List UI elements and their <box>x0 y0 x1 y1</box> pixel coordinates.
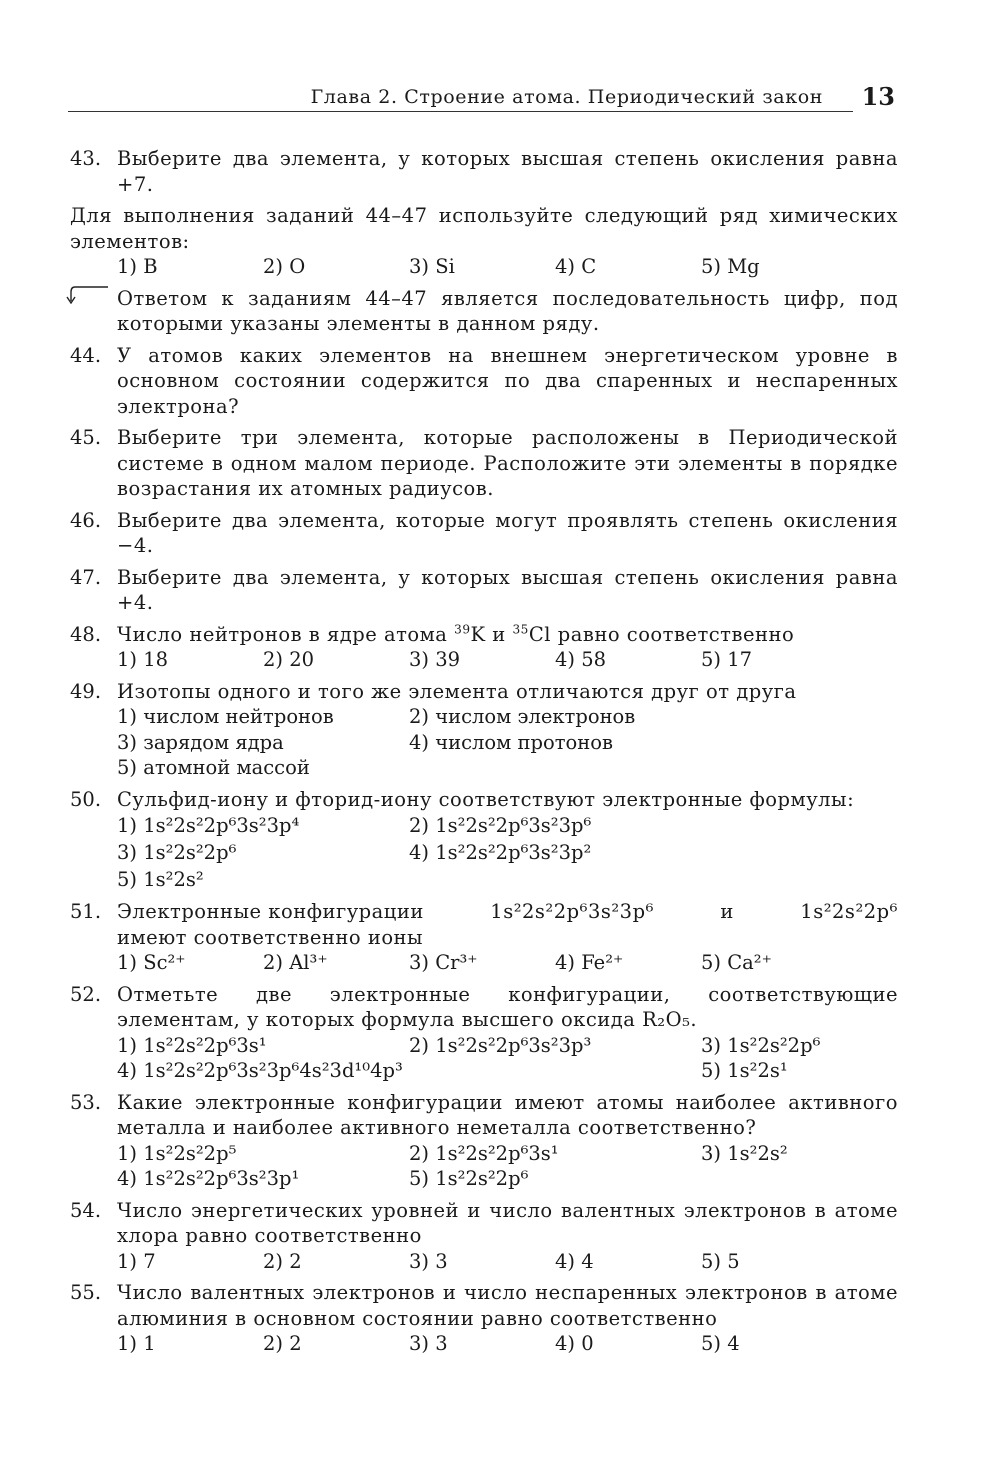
question-44 <box>70 343 898 420</box>
option-2: 2) 2 <box>263 1332 302 1355</box>
option-1: 1) 1s²2s²2p⁵ <box>117 1141 237 1165</box>
answer-format-note <box>70 286 898 337</box>
header-rule <box>68 111 853 112</box>
exercise-list <box>70 146 898 1363</box>
option-5: 5) 5 <box>701 1249 740 1273</box>
option-1: 1) 1 <box>117 1332 156 1355</box>
option-5: 5) 1s²2s²2p⁶ <box>409 1167 529 1190</box>
question-number: 46. <box>70 508 102 532</box>
question-text: Выберите два элемента, у которых высшая степень окисления равна +7. <box>117 147 898 196</box>
isotope-mass-number: 39 <box>454 622 471 637</box>
answer-options <box>117 704 898 781</box>
option-5: 5) 1s²2s² <box>117 868 204 891</box>
option-3: 3) 3 <box>409 1249 448 1273</box>
option-4: 4) C <box>555 255 597 278</box>
config-formula: 1s²2s²2p⁶ <box>800 900 898 923</box>
option-2: 2) 1s²2s²2p⁶3s²3p⁶ <box>409 814 592 837</box>
option-3: 3) 39 <box>409 648 461 671</box>
question-number: 48. <box>70 622 102 646</box>
option-3: 3) зарядом ядра <box>117 730 284 754</box>
option-4: 4) 58 <box>555 648 607 671</box>
question-53 <box>70 1090 898 1192</box>
option-1: 1) B <box>117 255 158 278</box>
instructions-44-47: Для выполнения заданий 44–47 используйте следующий ряд химических элементов: <box>70 204 898 253</box>
question-number: 49. <box>70 679 102 703</box>
option-2: 2) Al³⁺ <box>263 951 328 974</box>
running-header <box>68 82 895 112</box>
option-1: 1) числом нейтронов <box>117 705 334 728</box>
question-text: Выберите два элемента, у которых высшая степень окисления равна +4. <box>117 565 898 614</box>
note-arrow-icon <box>64 282 112 304</box>
answer-options <box>117 1249 898 1275</box>
question-51 <box>70 899 898 976</box>
option-4: 4) Fe²⁺ <box>555 951 624 974</box>
question-text: Электронные конфигурации 1s²2s²2p⁶3s²3p⁶ и 1s²2s²2p⁶ <box>117 900 898 923</box>
option-3: 3) Si <box>409 255 455 278</box>
question-50 <box>70 787 898 894</box>
option-2: 2) числом электронов <box>409 705 636 728</box>
option-4: 4) 1s²2s²2p⁶3s²3p⁶4s²3d¹⁰4p³ <box>117 1059 403 1082</box>
question-49 <box>70 679 898 781</box>
question-47 <box>70 565 898 616</box>
option-3: 3) 1s²2s² <box>701 1141 788 1165</box>
question-text: Отметьте две электронные конфигурации, соответствующие элементам, у которых формула высшего оксида R₂O₅. <box>117 982 898 1031</box>
option-2: 2) O <box>263 255 306 278</box>
question-text: Число валентных электронов и число неспаренных электронов в атоме алюминия в основном состоянии равно соответственно <box>117 1281 898 1330</box>
question-number: 55. <box>70 1281 102 1304</box>
option-4: 4) 1s²2s²2p⁶3s²3p¹ <box>117 1167 300 1190</box>
option-4: 4) 1s²2s²2p⁶3s²3p² <box>409 841 592 864</box>
page-number: 13 <box>861 82 895 111</box>
question-number: 51. <box>70 900 102 923</box>
option-1: 1) 1s²2s²2p⁶3s¹ <box>117 1033 267 1057</box>
question-number: 52. <box>70 982 102 1006</box>
option-1: 1) 1s²2s²2p⁶3s²3p⁴ <box>117 814 300 837</box>
option-5: 5) атомной массой <box>117 756 310 779</box>
option-4: 4) числом протонов <box>409 730 613 754</box>
isotope-symbol: K <box>470 622 486 646</box>
question-number: 53. <box>70 1090 102 1114</box>
question-text: Выберите два элемента, которые могут проявлять степень окисления −4. <box>117 508 898 557</box>
question-number: 45. <box>70 426 102 449</box>
chapter-title: Глава 2. Строение атома. Периодический закон <box>310 86 823 108</box>
question-46 <box>70 508 898 559</box>
option-5: 5) 17 <box>701 648 753 671</box>
question-text: У атомов каких элементов на внешнем энергетическом уровне в основном состоянии содержится по два спаренных и неспаренных электрона? <box>117 343 898 418</box>
option-3: 3) 1s²2s²2p⁶ <box>117 841 237 864</box>
option-2: 2) 1s²2s²2p⁶3s²3p³ <box>409 1033 592 1057</box>
option-4: 4) 4 <box>555 1249 594 1273</box>
option-5: 5) 1s²2s¹ <box>701 1059 788 1082</box>
question-number: 54. <box>70 1198 102 1222</box>
option-1: 1) 7 <box>117 1249 156 1273</box>
option-4: 4) 0 <box>555 1332 594 1355</box>
option-1: 1) Sc²⁺ <box>117 951 186 974</box>
question-number: 44. <box>70 343 102 367</box>
isotope-symbol: Cl <box>528 622 552 646</box>
option-3: 3) 3 <box>409 1332 448 1355</box>
option-5: 5) Mg <box>701 255 760 278</box>
question-number: 43. <box>70 147 102 170</box>
isotope-mass-number: 35 <box>512 622 529 637</box>
option-2: 2) 20 <box>263 648 315 671</box>
option-5: 5) Ca²⁺ <box>701 951 772 974</box>
question-number: 50. <box>70 787 102 811</box>
option-3: 3) Cr³⁺ <box>409 951 478 974</box>
question-text: Число нейтронов в ядре атома $^{39}$K и $^{35}$Cl равно соответственно <box>117 622 795 646</box>
question-number: 47. <box>70 565 102 589</box>
answer-options <box>117 1033 898 1084</box>
answer-options <box>117 950 898 976</box>
note-text: Ответом к заданиям 44–47 является последовательность цифр, под которыми указаны элементы в данном ряду. <box>117 286 898 335</box>
question-text: Изотопы одного и того же элемента отличаются друг от друга <box>117 679 797 703</box>
question-text: Какие электронные конфигурации имеют атомы наиболее активного металла и наиболее активного неметалла соответственно? <box>117 1090 898 1139</box>
config-formula: 1s²2s²2p⁶3s²3p⁶ <box>490 900 654 923</box>
answer-options <box>117 1331 898 1357</box>
answer-options <box>117 812 898 893</box>
option-1: 1) 18 <box>117 648 169 671</box>
element-row-options <box>70 254 898 280</box>
option-2: 2) 2 <box>263 1249 302 1273</box>
option-2: 2) 1s²2s²2p⁶3s¹ <box>409 1141 559 1165</box>
option-3: 3) 1s²2s²2p⁶ <box>701 1033 821 1057</box>
question-55 <box>70 1280 898 1357</box>
question-text-cont: имеют соответственно ионы <box>117 925 424 949</box>
question-52 <box>70 982 898 1084</box>
question-54 <box>70 1198 898 1275</box>
question-43 <box>70 146 898 197</box>
question-text: Выберите три элемента, которые расположены в Периодической системе в одном малом периоде. Расположите эти элементы в порядке возрастания их атомных радиусов. <box>117 426 898 500</box>
question-text: Сульфид-иону и фторид-иону соответствуют электронные формулы: <box>117 787 855 811</box>
question-48 <box>70 622 898 673</box>
answer-options <box>117 1141 898 1192</box>
question-45 <box>70 425 898 502</box>
answer-options <box>117 647 898 673</box>
question-text: Число энергетических уровней и число валентных электронов в атоме хлора равно соответственно <box>117 1198 898 1247</box>
option-5: 5) 4 <box>701 1332 740 1355</box>
